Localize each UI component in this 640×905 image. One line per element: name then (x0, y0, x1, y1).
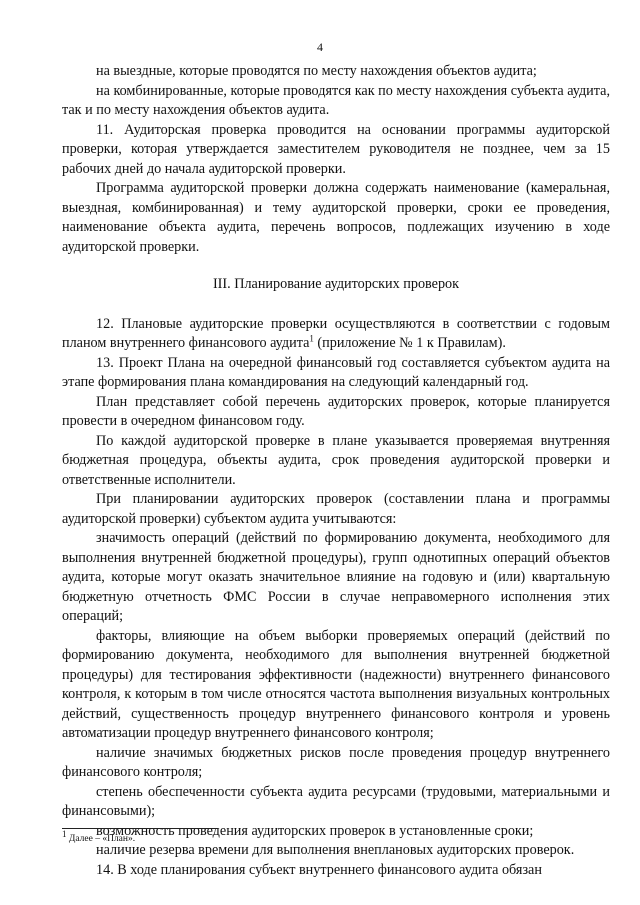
list-item: факторы, влияющие на объем выборки проверяемых операций (действий по формированию документа, необходимого для выполнения внутренней бюджетной процедуры) для тестирования эффективности (надежности) внутреннего финансового контроля, к которым в том числе относятся частота выполнения визуальных контрольных действий, существенность процедур внутреннего финансового контроля и уровень автоматизации процедур внутреннего финансового контроля; (62, 627, 610, 741)
footnote-divider (62, 828, 218, 829)
paragraph: План представляет собой перечень аудиторских проверок, которые планируется провести в очередном финансовом году. (62, 393, 610, 429)
list-item: степень обеспеченности субъекта аудита ресурсами (трудовыми, материальными и финансовыми); (62, 783, 610, 819)
list-item: возможность проведения аудиторских проверок в установленные сроки; (96, 822, 534, 839)
paragraph: на выездные, которые проводятся по месту нахождения объектов аудита; (96, 63, 537, 79)
paragraph: При планировании аудиторских проверок (составлении плана и программы аудиторской проверки) субъектом аудита учитываются: (62, 491, 610, 527)
document-body (62, 62, 610, 880)
paragraph: 14. В ходе планирования субъект внутреннего финансового аудита обязан (96, 861, 542, 878)
list-item: наличие значимых бюджетных рисков после проведения процедур внутреннего финансового контроля; (62, 744, 610, 780)
paragraph: 11. Аудиторская проверка проводится на основании программы аудиторской проверки, которая утверждается заместителем руководителя не позднее, чем за 15 рабочих дней до начала аудиторской проверки. (62, 121, 610, 177)
paragraph: Программа аудиторской проверки должна содержать наименование (камеральная, выездная, комбинированная) и тему аудиторской проверки, сроки ее проведения, наименование объекта аудита, перечень вопросов, подлежащих изучению в ходе аудиторской проверки. (62, 180, 610, 255)
section-heading: III. Планирование аудиторских проверок (212, 276, 460, 292)
paragraph-12-text: 12. Плановые аудиторские проверки осуществляются в соответствии с годовым планом внутреннего финансового аудита (62, 315, 610, 351)
footnote-reference[interactable]: 1 (309, 333, 314, 344)
footnote-text: Далее – «План». (66, 834, 136, 844)
list-item: значимость операций (действий по формированию документа, необходимого для выполнения внутренней бюджетной процедуры), групп однотипных операций объектов аудита, которые могут оказать значительное влияние на годовую и (или) квартальную бюджетную отчетность ФМС России в случае неправомерного исполнения этих операций; (62, 530, 610, 624)
paragraph-12 (62, 315, 610, 354)
page-number: 4 (317, 40, 323, 54)
paragraph: По каждой аудиторской проверке в плане указывается проверяемая внутренняя бюджетная процедура, объекты аудита, срок проведения аудиторской проверки и ответственные исполнители. (62, 432, 610, 488)
paragraph: на комбинированные, которые проводятся как по месту нахождения субъекта аудита, так и по месту нахождения объектов аудита. (62, 82, 610, 118)
paragraph-12-text-end: (приложение № 1 к Правилам). (313, 335, 506, 351)
paragraph: 13. Проект Плана на очередной финансовый год составляется субъектом аудита на этапе формирования плана командирования на следующий календарный год. (62, 354, 610, 390)
footnote-mark: 1 (62, 828, 67, 839)
list-item: наличие резерва времени для выполнения внеплановых аудиторских проверок. (96, 842, 575, 858)
